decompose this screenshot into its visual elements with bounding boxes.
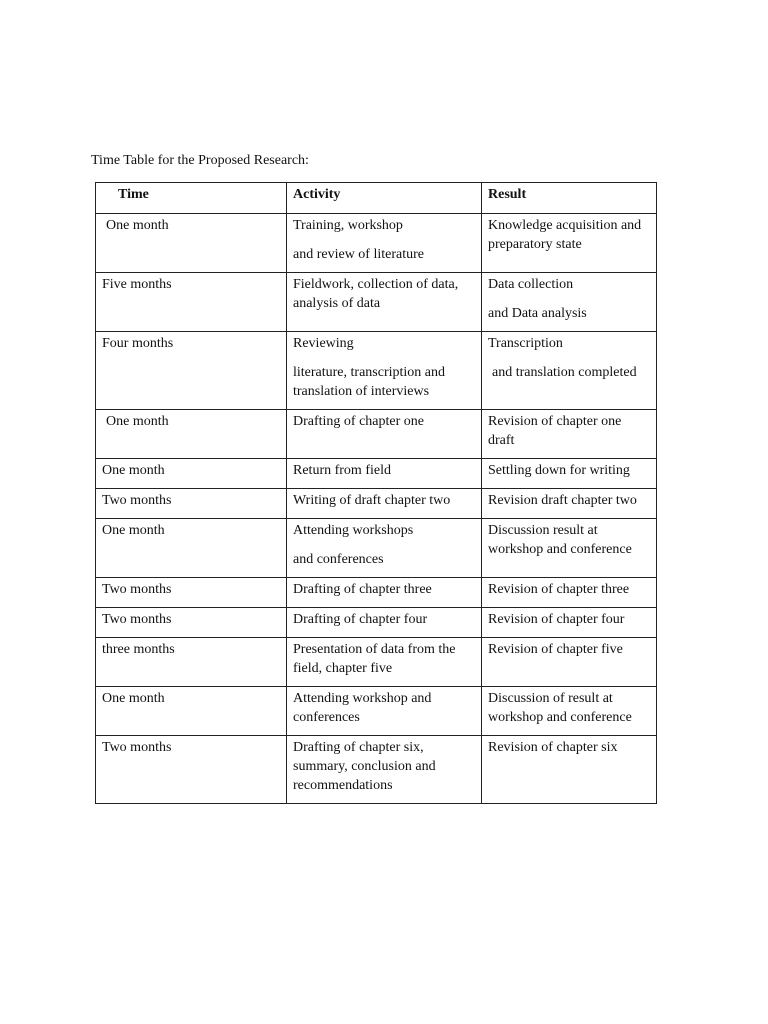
- table-header-row: [96, 183, 657, 214]
- table-row: [96, 608, 657, 638]
- time-text: Two months: [102, 582, 172, 597]
- activity-cell: [287, 578, 482, 608]
- activity-cell: [287, 687, 482, 736]
- result-cell: [482, 608, 657, 638]
- time-cell: [96, 273, 287, 332]
- result-cell: [482, 519, 657, 578]
- time-text: three months: [102, 642, 175, 657]
- result-text: Transcription: [488, 336, 563, 351]
- result-text: Discussion of result at workshop and conference: [488, 691, 632, 725]
- result-text: Revision of chapter one draft: [488, 414, 622, 448]
- result-text: Knowledge acquisition and preparatory state: [488, 218, 642, 252]
- activity-cell: [287, 608, 482, 638]
- time-cell: [96, 687, 287, 736]
- activity-text: Attending workshops: [293, 523, 414, 538]
- time-cell: [96, 736, 287, 804]
- header-result: Result: [482, 183, 657, 214]
- header-time: Time: [96, 183, 287, 214]
- activity-text: and review of literature: [293, 247, 424, 262]
- activity-text: and conferences: [293, 552, 384, 567]
- result-cell: [482, 736, 657, 804]
- activity-cell: [287, 273, 482, 332]
- header-activity: Activity: [287, 183, 482, 214]
- activity-cell: [287, 459, 482, 489]
- time-text: One month: [102, 463, 165, 478]
- table-row: [96, 687, 657, 736]
- activity-text: Drafting of chapter three: [293, 582, 432, 597]
- activity-text: Return from field: [293, 463, 391, 478]
- time-text: One month: [102, 691, 165, 706]
- table-caption: Time Table for the Proposed Research:: [91, 153, 309, 168]
- result-cell: [482, 332, 657, 410]
- table-row: [96, 214, 657, 273]
- time-text: Two months: [102, 740, 172, 755]
- time-text: One month: [102, 523, 165, 538]
- result-cell: [482, 578, 657, 608]
- time-text: Four months: [102, 336, 174, 351]
- time-cell: [96, 489, 287, 519]
- result-text: Discussion result at workshop and conference: [488, 523, 632, 557]
- table-row: [96, 410, 657, 459]
- result-cell: [482, 214, 657, 273]
- result-cell: [482, 638, 657, 687]
- time-cell: [96, 410, 287, 459]
- activity-cell: [287, 489, 482, 519]
- time-cell: [96, 578, 287, 608]
- activity-cell: [287, 638, 482, 687]
- time-text: Two months: [102, 493, 172, 508]
- activity-text: Training, workshop: [293, 218, 403, 233]
- time-cell: [96, 214, 287, 273]
- table-row: [96, 578, 657, 608]
- activity-text: Writing of draft chapter two: [293, 493, 451, 508]
- table-row: [96, 638, 657, 687]
- time-cell: [96, 332, 287, 410]
- time-text: One month: [106, 218, 169, 233]
- activity-cell: [287, 332, 482, 410]
- table-row: [96, 273, 657, 332]
- result-cell: [482, 410, 657, 459]
- result-text: Revision of chapter three: [488, 582, 630, 597]
- activity-text: literature, transcription and translation of interviews: [293, 365, 445, 399]
- activity-cell: [287, 736, 482, 804]
- time-text: One month: [106, 414, 169, 429]
- activity-cell: [287, 519, 482, 578]
- activity-text: Presentation of data from the field, chapter five: [293, 642, 456, 676]
- activity-text: Drafting of chapter four: [293, 612, 428, 627]
- result-text: and Data analysis: [488, 306, 587, 321]
- result-cell: [482, 489, 657, 519]
- time-cell: [96, 608, 287, 638]
- activity-text: Drafting of chapter six, summary, conclusion and recommendations: [293, 740, 436, 793]
- result-text: Data collection: [488, 277, 574, 292]
- time-cell: [96, 459, 287, 489]
- activity-text: Attending workshop and conferences: [293, 691, 432, 725]
- table-row: [96, 459, 657, 489]
- time-cell: [96, 638, 287, 687]
- result-text: Settling down for writing: [488, 463, 630, 478]
- result-text: Revision of chapter four: [488, 612, 625, 627]
- time-text: Five months: [102, 277, 172, 292]
- activity-cell: [287, 410, 482, 459]
- table-row: [96, 332, 657, 410]
- time-text: Two months: [102, 612, 172, 627]
- activity-cell: [287, 214, 482, 273]
- result-text: Revision draft chapter two: [488, 493, 637, 508]
- time-cell: [96, 519, 287, 578]
- result-cell: [482, 459, 657, 489]
- table-row: [96, 489, 657, 519]
- activity-text: Reviewing: [293, 336, 354, 351]
- activity-text: Fieldwork, collection of data, analysis of data: [293, 277, 459, 311]
- timetable: [95, 182, 657, 804]
- result-text: Revision of chapter five: [488, 642, 623, 657]
- activity-text: Drafting of chapter one: [293, 414, 424, 429]
- result-cell: [482, 273, 657, 332]
- table-row: [96, 736, 657, 804]
- table-row: [96, 519, 657, 578]
- result-text: Revision of chapter six: [488, 740, 618, 755]
- result-text: and translation completed: [492, 365, 637, 380]
- result-cell: [482, 687, 657, 736]
